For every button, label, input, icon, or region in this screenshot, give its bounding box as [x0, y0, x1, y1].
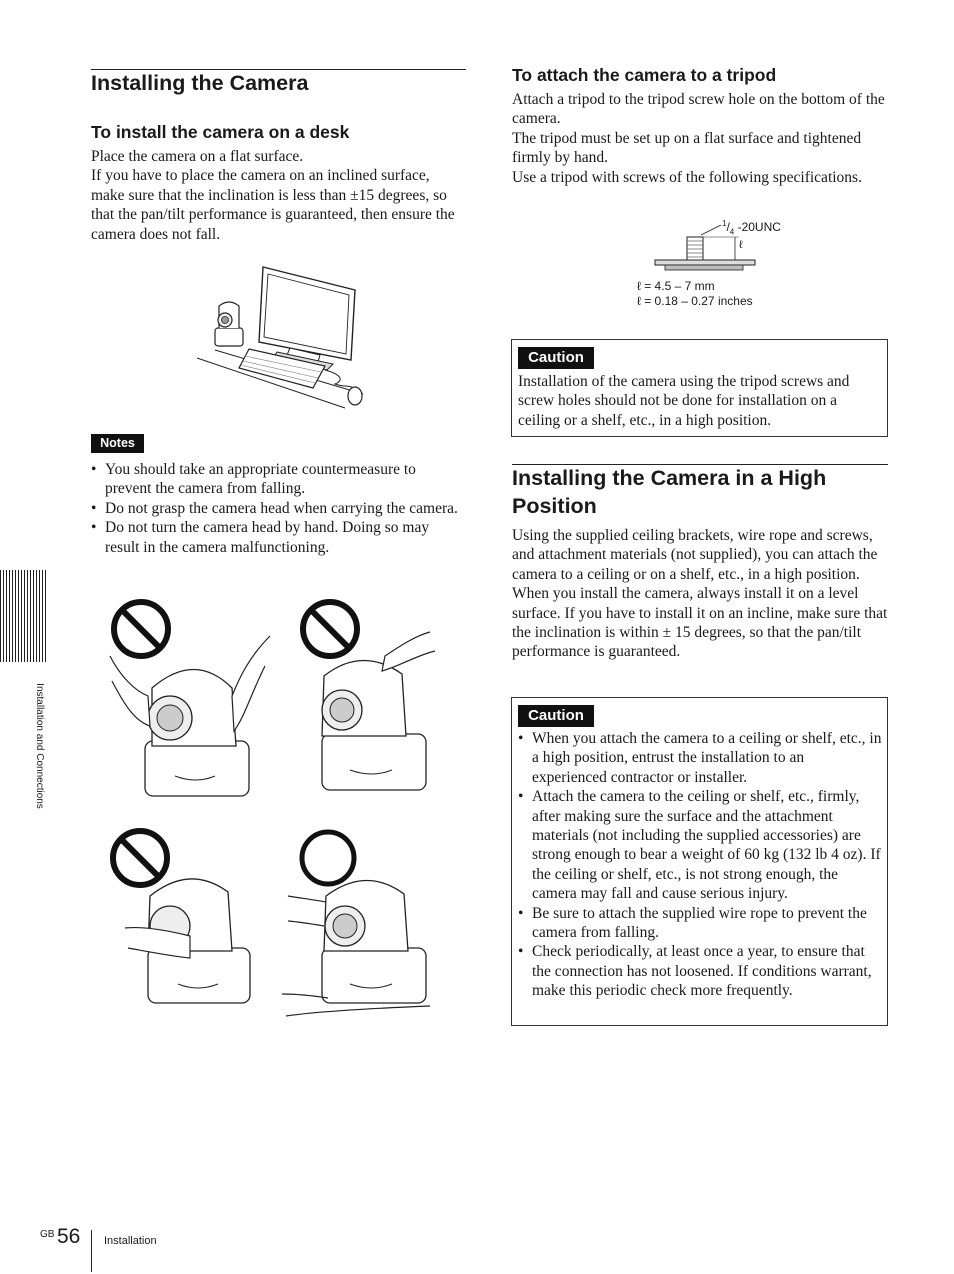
tripod-screw-diagram — [635, 215, 795, 315]
caution-item: • Attach the camera to the ceiling or shelf, etc., firmly, after making sure the surface and the attachment materials (not including the supplied accessories) are strong enough to bear a weight of 60 kg (132 lb 4 oz). If the ceiling or shelf, etc., is not strong enough, the camera may fall and cause serious injury. — [518, 787, 882, 903]
notes-label: Notes — [91, 434, 144, 453]
footer-region: GB — [40, 1229, 55, 1240]
footer-section: Installation — [104, 1235, 157, 1247]
high-paragraph-1: Using the supplied ceiling brackets, wire rope and screws, and attachment materials (not supplied), you can attach the camera to a ceiling or on a shelf, etc., in a high position. — [512, 527, 878, 583]
heading-high-position-line-2: Position — [512, 494, 597, 518]
screw-thread: -20UNC — [734, 220, 781, 234]
footer-divider — [91, 1230, 92, 1272]
caution-box-high-position — [511, 697, 888, 1026]
desk-paragraph-1: Place the camera on a flat surface. — [91, 148, 304, 165]
prohibited-icon — [113, 831, 167, 885]
heading-installing-camera: Installing the Camera — [91, 71, 309, 95]
high-position-text — [512, 526, 888, 662]
tripod-text — [512, 90, 888, 187]
correct-circle-icon — [302, 832, 354, 884]
screw-spec-label: $^1/_4$ -20UNC — [722, 219, 781, 237]
high-paragraph-2: When you install the camera, always install it on a level surface. If you have to install it on an incline, make sure that the inclination is within ± 15 degrees, so that the pan/tilt performance is guaranteed. — [512, 585, 888, 661]
caution-text: Installation of the camera using the tripod screws and screw holes should not be done for installation on a ceiling or a shelf, etc., in a high position. — [518, 373, 850, 429]
caution-box-tripod — [511, 339, 888, 437]
screw-fraction-num: 1 — [722, 219, 727, 228]
desk-text — [91, 147, 466, 244]
heading-high-position-line-1: Installing the Camera in a High — [512, 466, 827, 490]
caution-item: • When you attach the camera to a ceiling or shelf, etc., in a high position, entrust the installation to an experienced contractor or installer. — [518, 729, 882, 787]
heading-tripod: To attach the camera to a tripod — [512, 65, 777, 85]
tripod-paragraph-2: The tripod must be set up on a flat surface and tightened firmly by hand. — [512, 129, 862, 167]
prohibited-icon — [303, 602, 357, 656]
desk-illustration — [195, 262, 365, 410]
length-symbol: ℓ — [739, 239, 743, 251]
caution-item: • Be sure to attach the supplied wire rope to prevent the camera from falling. — [518, 904, 882, 943]
heading-desk: To install the camera on a desk — [91, 122, 350, 142]
notes-list — [91, 460, 466, 557]
prohibited-icon — [114, 602, 168, 656]
notes-item: • Do not turn the camera head by hand. Doing so may result in the camera malfunctioning. — [91, 518, 466, 557]
tripod-paragraph-1: Attach a tripod to the tripod screw hole on the bottom of the camera. — [512, 91, 885, 128]
caution-label: Caution — [518, 705, 594, 727]
desk-paragraph-2: If you have to place the camera on an inclined surface, make sure that the inclination is less than ±15 degrees, so that the pan/tilt performance is guaranteed, then ensure the camera does not fall. — [91, 167, 455, 243]
side-tab-label: Installation and Connections — [34, 683, 45, 809]
caution-label: Caution — [518, 347, 594, 369]
spec-mm: ℓ = 4.5 – 7 mm — [637, 279, 715, 293]
notes-item: • You should take an appropriate countermeasure to prevent the camera from falling. — [91, 460, 466, 499]
caution-list — [518, 729, 882, 1001]
spec-inches: ℓ = 0.18 – 0.27 inches — [637, 294, 753, 308]
camera-handling-illustrations — [100, 596, 450, 1026]
screw-fraction-den: 4 — [729, 227, 735, 237]
footer-page-number: 56 — [57, 1225, 81, 1248]
heading-high-position — [512, 464, 888, 520]
caution-item: • Check periodically, at least once a year, to ensure that the connection has not loosened. If conditions warrant, make this periodic check more frequently. — [518, 942, 882, 1000]
side-tab-stripes — [0, 570, 46, 662]
notes-item: • Do not grasp the camera head when carrying the camera. — [91, 499, 466, 518]
tripod-paragraph-3: Use a tripod with screws of the following specifications. — [512, 168, 862, 186]
